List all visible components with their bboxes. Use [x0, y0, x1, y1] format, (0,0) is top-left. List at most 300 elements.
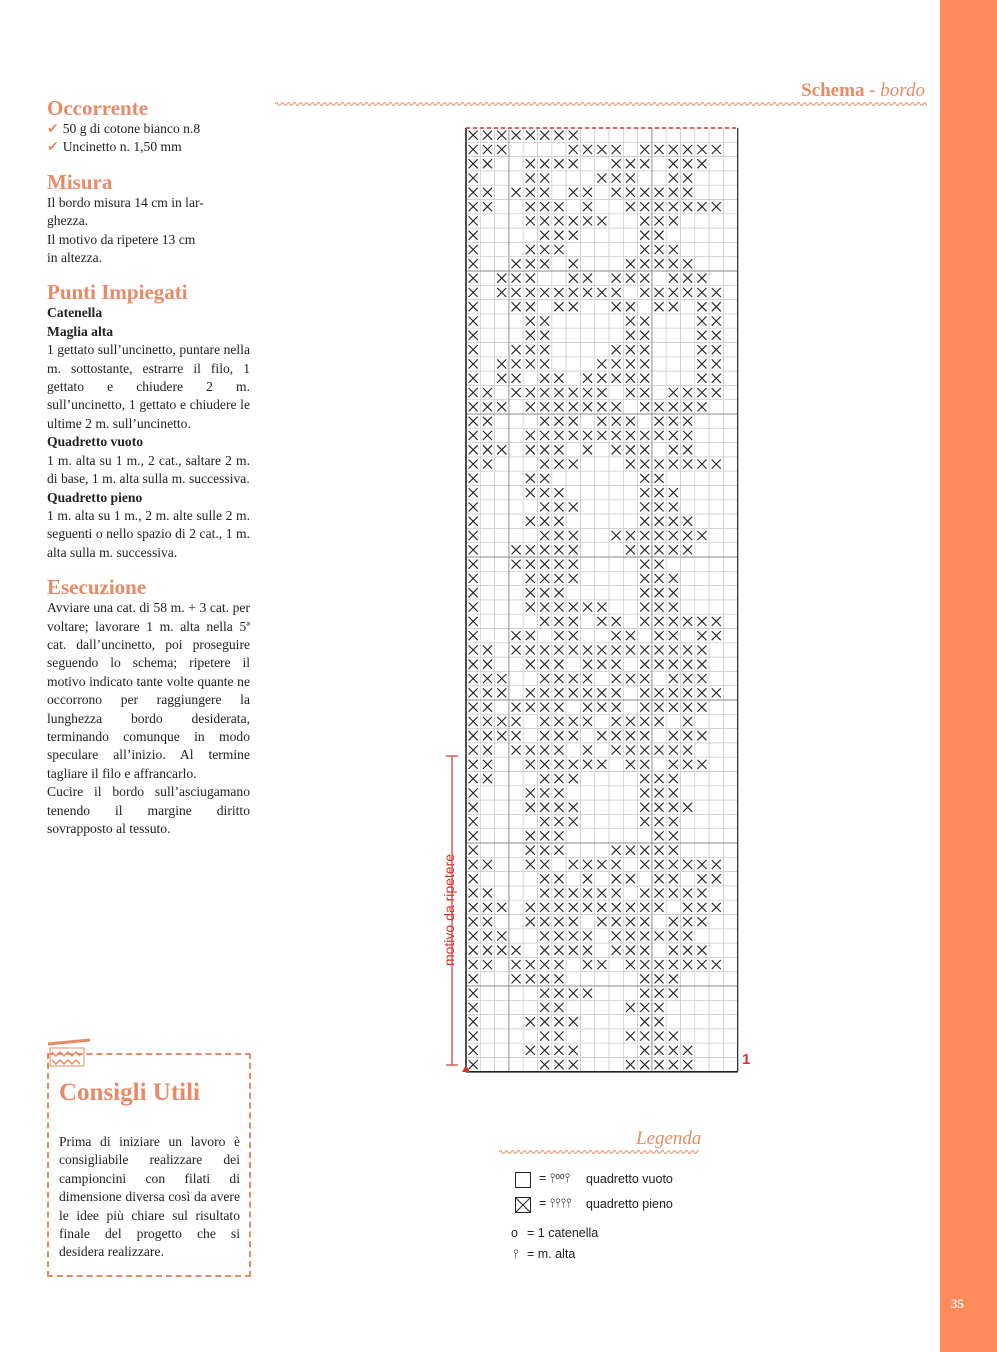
filled-square [497, 145, 506, 154]
filled-square [640, 145, 649, 154]
grid-cell [552, 142, 566, 156]
grid-cell [709, 257, 723, 271]
filled-square [469, 831, 478, 840]
filled-square [669, 502, 678, 511]
filled-square [697, 688, 706, 697]
grid-cell [595, 772, 609, 786]
grid-cell [580, 629, 594, 643]
filled-square [583, 874, 592, 883]
filled-square [683, 531, 692, 540]
filled-square [526, 746, 535, 755]
filled-square [712, 960, 721, 969]
filled-square [469, 1003, 478, 1012]
filled-square [583, 931, 592, 940]
grid-cell [623, 400, 637, 414]
filled-square [583, 960, 592, 969]
grid-cell [609, 328, 623, 342]
filled-square [669, 174, 678, 183]
filled-square [655, 302, 664, 311]
filled-square [526, 174, 535, 183]
filled-square [526, 545, 535, 554]
grid-cell [566, 357, 580, 371]
grid-cell [580, 571, 594, 585]
grid-cell [480, 471, 494, 485]
grid-cell [595, 228, 609, 242]
grid-cell [723, 328, 737, 342]
grid-cell [595, 972, 609, 986]
grid-cell [695, 786, 709, 800]
filled-square [526, 302, 535, 311]
filled-square [655, 688, 664, 697]
grid-cell [623, 142, 637, 156]
filled-square [612, 688, 621, 697]
grid-cell [495, 1029, 509, 1043]
grid-cell [723, 700, 737, 714]
filled-square [540, 817, 549, 826]
grid-cell [681, 814, 695, 828]
grid-cell [709, 1029, 723, 1043]
grid-cell [723, 900, 737, 914]
grid-cell [709, 543, 723, 557]
filled-square [540, 202, 549, 211]
filled-square [569, 231, 578, 240]
grid-cell [480, 285, 494, 299]
grid-cell [623, 786, 637, 800]
grid-cell [709, 1000, 723, 1014]
grid-cell [709, 157, 723, 171]
filled-square [697, 903, 706, 912]
filled-square [583, 746, 592, 755]
grid-cell [695, 929, 709, 943]
grid-cell [695, 843, 709, 857]
grid-cell [681, 600, 695, 614]
grid-cell [495, 600, 509, 614]
grid-cell [509, 571, 523, 585]
filled-square [612, 159, 621, 168]
filled-square [683, 145, 692, 154]
grid-cell [480, 314, 494, 328]
grid-cell [723, 972, 737, 986]
filled-square [583, 760, 592, 769]
grid-cell [552, 471, 566, 485]
filled-square [569, 674, 578, 683]
grid-cell [723, 843, 737, 857]
filled-square [569, 131, 578, 140]
grid-cell [509, 686, 523, 700]
grid-cell [695, 257, 709, 271]
grid-cell [509, 428, 523, 442]
filled-square [697, 274, 706, 283]
grid-cell [595, 872, 609, 886]
filled-square [583, 860, 592, 869]
filled-square [612, 903, 621, 912]
filled-square [655, 746, 664, 755]
grid-cell [609, 471, 623, 485]
grid-cell [681, 586, 695, 600]
filled-square [697, 359, 706, 368]
grid-cell [623, 471, 637, 485]
grid-cell [595, 328, 609, 342]
filled-square [526, 560, 535, 569]
filled-square [569, 545, 578, 554]
grid-cell [681, 471, 695, 485]
filled-square [612, 188, 621, 197]
filled-square [540, 460, 549, 469]
filled-square [540, 1003, 549, 1012]
filled-square [640, 974, 649, 983]
filled-square [597, 431, 606, 440]
filled-square [569, 817, 578, 826]
filled-square [469, 331, 478, 340]
filled-square [483, 946, 492, 955]
grid-cell [480, 171, 494, 185]
grid-cell [580, 457, 594, 471]
grid-cell [723, 1000, 737, 1014]
grid-cell [723, 614, 737, 628]
filled-square [569, 688, 578, 697]
filled-square [655, 874, 664, 883]
filled-square [655, 617, 664, 626]
grid-cell [652, 343, 666, 357]
filled-square [469, 631, 478, 640]
grid-cell [595, 929, 609, 943]
grid-cell [695, 986, 709, 1000]
filled-square [554, 1017, 563, 1026]
filled-square [569, 889, 578, 898]
filled-square [697, 374, 706, 383]
filled-square [669, 688, 678, 697]
filled-square [483, 645, 492, 654]
filled-square [712, 359, 721, 368]
filled-square [540, 502, 549, 511]
filled-square [540, 345, 549, 354]
filled-square [554, 874, 563, 883]
grid-cell [552, 185, 566, 199]
filled-square [569, 760, 578, 769]
filled-square [640, 746, 649, 755]
grid-cell [681, 986, 695, 1000]
grid-cell [580, 471, 594, 485]
filled-square [540, 588, 549, 597]
grid-cell [723, 772, 737, 786]
grid-cell [595, 343, 609, 357]
grid-cell [709, 271, 723, 285]
filled-square [683, 159, 692, 168]
filled-square [626, 731, 635, 740]
filled-square [569, 774, 578, 783]
grid-cell [723, 242, 737, 256]
filled-square [697, 145, 706, 154]
filled-square [583, 374, 592, 383]
filled-square [483, 131, 492, 140]
filled-square [469, 588, 478, 597]
filled-square [483, 417, 492, 426]
filled-square [483, 774, 492, 783]
filled-square [554, 989, 563, 998]
filled-square [683, 417, 692, 426]
filled-square [640, 159, 649, 168]
grid-cell [723, 872, 737, 886]
grid-cell [523, 772, 537, 786]
filled-square [569, 431, 578, 440]
filled-square [540, 317, 549, 326]
filled-square [540, 774, 549, 783]
grid-cell [566, 700, 580, 714]
filled-square [640, 903, 649, 912]
filled-square [512, 545, 521, 554]
filled-square [669, 674, 678, 683]
grid-cell [695, 1015, 709, 1029]
filled-square [626, 317, 635, 326]
filled-square [597, 359, 606, 368]
filled-square [669, 931, 678, 940]
filled-square [526, 431, 535, 440]
filled-square [669, 145, 678, 154]
filled-square [669, 803, 678, 812]
filled-square [655, 603, 664, 612]
grid-cell [695, 814, 709, 828]
filled-square [526, 331, 535, 340]
filled-square [569, 402, 578, 411]
filled-square [669, 159, 678, 168]
grid-cell [623, 242, 637, 256]
filled-square [554, 788, 563, 797]
filled-square [512, 631, 521, 640]
filled-square [640, 788, 649, 797]
filled-square [540, 417, 549, 426]
grid-cell [566, 242, 580, 256]
grid-cell [709, 586, 723, 600]
grid-cell [623, 600, 637, 614]
grid-cell [609, 786, 623, 800]
filled-square [669, 531, 678, 540]
header-title [801, 80, 925, 102]
filled-square [583, 188, 592, 197]
grid-cell [495, 571, 509, 585]
filled-square [583, 989, 592, 998]
grid-cell [580, 729, 594, 743]
filled-square [712, 688, 721, 697]
filled-square [554, 817, 563, 826]
grid-cell [509, 142, 523, 156]
filled-square [469, 374, 478, 383]
grid-cell [695, 829, 709, 843]
grid-cell [681, 128, 695, 142]
grid-cell [723, 1043, 737, 1057]
filled-square [540, 960, 549, 969]
filled-square [669, 388, 678, 397]
filled-square [655, 545, 664, 554]
grid-cell [666, 471, 680, 485]
grid-cell [709, 185, 723, 199]
filled-square [640, 560, 649, 569]
grid-cell [609, 314, 623, 328]
filled-square [612, 302, 621, 311]
filled-square [669, 488, 678, 497]
filled-square [640, 345, 649, 354]
occorrente-item: ✔ Uncinetto n. 1,50 mm [47, 139, 182, 156]
grid-cell [595, 300, 609, 314]
quadretto-vuoto-text: 1 m. alta su 1 m., 2 cat., saltare 2 m. di base, 1 m. alta sulla m. successiva. [47, 452, 250, 487]
filled-square [640, 946, 649, 955]
grid-cell [652, 671, 666, 685]
filled-square [526, 788, 535, 797]
filled-square [540, 760, 549, 769]
grid-cell [509, 1015, 523, 1029]
filled-square [712, 374, 721, 383]
filled-square [554, 202, 563, 211]
filled-square [655, 717, 664, 726]
filled-square [655, 931, 664, 940]
grid-cell [652, 157, 666, 171]
filled-square [554, 531, 563, 540]
grid-cell [623, 1015, 637, 1029]
filled-square [626, 159, 635, 168]
filled-square [683, 917, 692, 926]
filled-square [612, 889, 621, 898]
grid-cell [509, 586, 523, 600]
filled-square [669, 245, 678, 254]
grid-cell [723, 228, 737, 242]
filled-square [683, 188, 692, 197]
filled-square [469, 531, 478, 540]
filled-square [640, 660, 649, 669]
grid-cell [509, 843, 523, 857]
filled-square [669, 1060, 678, 1069]
filled-square [626, 917, 635, 926]
filled-square [640, 431, 649, 440]
grid-cell [580, 171, 594, 185]
grid-cell [580, 843, 594, 857]
grid-cell [552, 343, 566, 357]
grid-cell [480, 629, 494, 643]
grid-cell [480, 586, 494, 600]
filled-square [526, 245, 535, 254]
grid-cell [723, 657, 737, 671]
filled-square [683, 717, 692, 726]
grid-cell [509, 600, 523, 614]
check-icon: ✔ [47, 139, 59, 156]
grid-cell [495, 872, 509, 886]
grid-cell [495, 214, 509, 228]
filled-square [554, 417, 563, 426]
grid-cell [609, 543, 623, 557]
filled-square [612, 631, 621, 640]
grid-cell [495, 557, 509, 571]
filled-square [612, 660, 621, 669]
filled-square [540, 216, 549, 225]
pieno-label: quadretto pieno [586, 1197, 673, 1211]
grid-cell [695, 557, 709, 571]
filled-square [669, 860, 678, 869]
grid-cell [723, 786, 737, 800]
filled-square [469, 345, 478, 354]
filled-square [612, 374, 621, 383]
filled-square [655, 846, 664, 855]
grid-cell [652, 314, 666, 328]
filled-square [469, 417, 478, 426]
grid-cell [638, 829, 652, 843]
filled-square [554, 831, 563, 840]
grid-cell [666, 128, 680, 142]
grid-cell [723, 528, 737, 542]
grid-cell [709, 528, 723, 542]
grid-cell [709, 557, 723, 571]
filled-square [655, 1060, 664, 1069]
grid-cell [609, 557, 623, 571]
filled-square [640, 188, 649, 197]
grid-cell [709, 800, 723, 814]
grid-cell [580, 829, 594, 843]
filled-square [583, 717, 592, 726]
grid-cell [580, 1015, 594, 1029]
filled-square [612, 445, 621, 454]
filled-square [469, 1017, 478, 1026]
grid-cell [723, 586, 737, 600]
filled-square [497, 931, 506, 940]
filled-square [540, 803, 549, 812]
grid-cell [566, 743, 580, 757]
filled-square [612, 359, 621, 368]
grid-cell [681, 1000, 695, 1014]
filled-square [626, 903, 635, 912]
grid-cell [509, 514, 523, 528]
filled-square [569, 560, 578, 569]
filled-square [640, 374, 649, 383]
filled-square [526, 645, 535, 654]
filled-square [583, 703, 592, 712]
misura-line: Il bordo misura 14 cm in lar- [47, 194, 204, 210]
filled-square [469, 889, 478, 898]
filled-square [655, 660, 664, 669]
filled-square [483, 145, 492, 154]
filled-square [640, 502, 649, 511]
filled-square [640, 645, 649, 654]
filled-square [540, 545, 549, 554]
filled-square [569, 259, 578, 268]
filled-square [697, 617, 706, 626]
filled-square [512, 388, 521, 397]
grid-cell [623, 972, 637, 986]
grid-cell [580, 814, 594, 828]
filled-square [640, 317, 649, 326]
header-wavy-line [275, 100, 927, 108]
grid-cell [723, 385, 737, 399]
grid-cell [638, 171, 652, 185]
filled-square [526, 131, 535, 140]
grid-cell [709, 214, 723, 228]
filled-square [540, 402, 549, 411]
filled-square [683, 460, 692, 469]
grid-cell [681, 486, 695, 500]
filled-square [512, 359, 521, 368]
grid-cell [580, 915, 594, 929]
filled-square [469, 688, 478, 697]
grid-cell [595, 786, 609, 800]
grid-cell [495, 428, 509, 442]
filled-square [626, 345, 635, 354]
grid-cell [681, 357, 695, 371]
grid-cell [580, 557, 594, 571]
filled-square [540, 231, 549, 240]
filled-square [554, 245, 563, 254]
filled-square [569, 1060, 578, 1069]
filled-square [626, 874, 635, 883]
filled-square [683, 445, 692, 454]
filled-square [655, 803, 664, 812]
grid-cell [723, 314, 737, 328]
filled-square [526, 603, 535, 612]
